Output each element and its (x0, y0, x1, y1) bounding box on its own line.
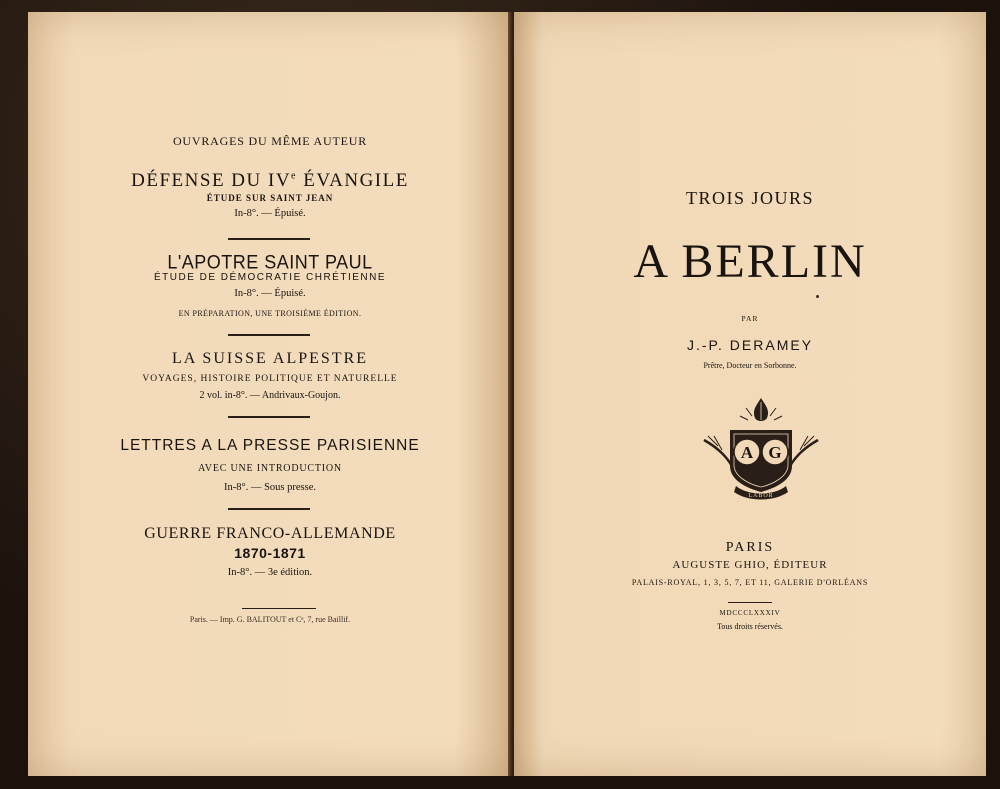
work-title-lettres: LETTRES A LA PRESSE PARISIENNE (120, 437, 420, 454)
work-format-lettres: In-8°. — Sous presse. (224, 482, 316, 493)
publisher-address: PALAIS-ROYAL, 1, 3, 5, 7, ET 11, GALERIE D'ORLÉANS (631, 578, 869, 587)
emblem-letter-g: G (768, 443, 782, 462)
title-line-2: A BERLIN (633, 235, 867, 288)
emblem-motto: LABOR (748, 493, 774, 499)
work-note-saint-paul: EN PRÉPARATION, UNE TROISIÈME ÉDITION. (178, 309, 362, 318)
right-page (514, 12, 986, 776)
work-title-defense: DÉFENSE DU IVe ÉVANGILE (131, 170, 409, 191)
publisher-emblem-icon (700, 396, 822, 504)
publisher-name: AUGUSTE GHIO, ÉDITEUR (672, 559, 828, 571)
left-page (28, 12, 512, 776)
work-subtitle-suisse: VOYAGES, HISTOIRE POLITIQUE ET NATURELLE (142, 374, 398, 384)
emblem-letter-a: A (740, 443, 754, 462)
author-title: Prêtre, Docteur en Sorbonne. (703, 361, 797, 370)
work-format-saint-paul: In-8°. — Épuisé. (234, 288, 306, 299)
publisher-city: PARIS (725, 540, 775, 555)
rights-notice: Tous droits réservés. (717, 622, 783, 631)
work-title-suisse: LA SUISSE ALPESTRE (171, 350, 369, 367)
publication-year: MDCCCLXXXIV (719, 609, 781, 617)
divider (242, 608, 316, 609)
divider (228, 238, 310, 240)
book-spread (14, 12, 986, 776)
work-format-defense: In-8°. — Épuisé. (234, 208, 306, 219)
work-format-suisse: 2 vol. in-8°. — Andrivaux-Goujon. (199, 390, 341, 401)
work-title-saint-paul: L'APOTRE SAINT PAUL (167, 250, 373, 273)
printer-imprint: Paris. — Imp. G. BALITOUT et Cᵉ, 7, rue Baillif. (189, 615, 351, 624)
work-subtitle-lettres: AVEC UNE INTRODUCTION (198, 463, 342, 474)
work-title-guerre: GUERRE FRANCO-ALLEMANDE (144, 525, 396, 542)
title-line-1: TROIS JOURS (685, 188, 815, 208)
work-format-guerre: In-8°. — 3e édition. (227, 567, 313, 578)
work-subtitle-saint-paul: ÉTUDE DE DÉMOCRATIE CHRÉTIENNE (153, 272, 387, 283)
work-dates-guerre: 1870-1871 (234, 545, 306, 561)
divider (228, 508, 310, 510)
divider (228, 334, 310, 336)
divider (728, 602, 772, 603)
author-name: J.-P. DERAMEY (686, 337, 814, 353)
other-works-heading: OUVRAGES DU MÊME AUTEUR (172, 134, 368, 148)
by-label: PAR (741, 314, 759, 323)
ornament-dot (816, 295, 819, 298)
work-subtitle-defense: ÉTUDE SUR SAINT JEAN (206, 193, 334, 203)
divider (228, 416, 310, 418)
